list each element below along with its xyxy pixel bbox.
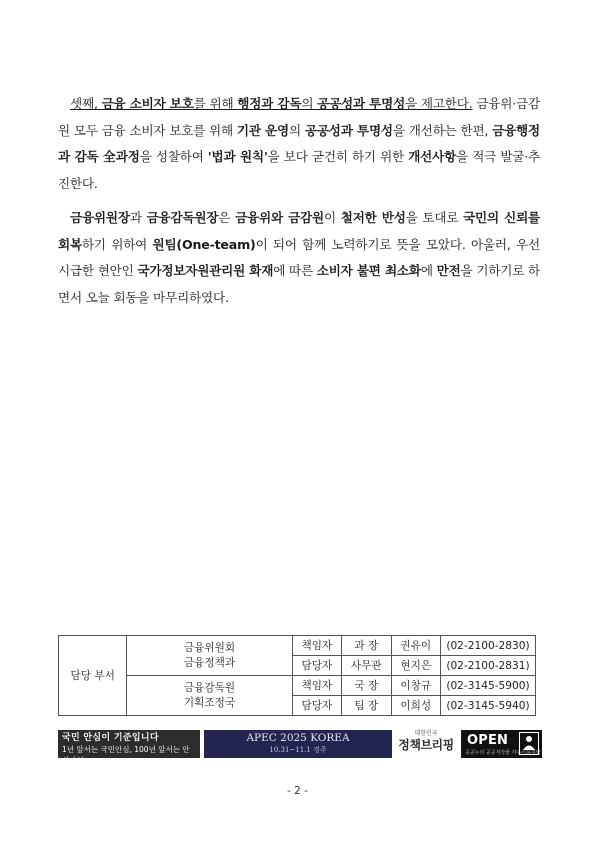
body-text: 이 되어 함께 노력하기로 뜻을 모았다. 아울러, 우선 시급한 현안인 (58, 236, 540, 278)
body-text: 금융위·금감원 모두 금융 소비자 보호를 위해 (58, 96, 540, 138)
name-cell: 권유이 (391, 636, 440, 656)
body-text: 를 위해 (193, 96, 238, 111)
logo-caption: 대한민국 (414, 730, 438, 737)
dept-group-label: 담당 부서 (59, 636, 127, 716)
safety-campaign-banner[interactable] (58, 730, 200, 765)
strong-text: 국민의 신뢰를 회복 (58, 210, 541, 252)
strong-text: 금융 소비자 보호 (101, 96, 194, 111)
name-cell: 이희성 (391, 696, 440, 716)
phone-cell: (02-3145-5940) (440, 696, 535, 716)
strong-text: '법과 원칙' (207, 149, 268, 164)
body-text: 은 (218, 210, 236, 225)
org-cell (127, 676, 292, 716)
body-text: 에 (420, 263, 437, 278)
banner-subtitle: 10.31~11.1 경주 (269, 746, 327, 754)
role-cell: 담당자 (292, 696, 341, 716)
strong-text: 철저한 반성 (340, 210, 406, 225)
org-cell (127, 636, 292, 676)
strong-text: 만전 (436, 263, 461, 278)
title-cell: 과 장 (342, 636, 391, 656)
paragraph-consumer-protection (58, 91, 540, 197)
title-cell: 팀 장 (342, 696, 391, 716)
title-cell: 국 장 (342, 676, 391, 696)
name-cell: 이창규 (391, 676, 440, 696)
contact-table (58, 635, 536, 716)
body-text: 을 개선하는 한편, (392, 122, 493, 138)
strong-text: 금융위와 금감원 (235, 210, 324, 225)
banner-title: APEC 2025 KOREA (246, 732, 350, 744)
lead-sep: , (93, 96, 102, 111)
strong-text: 개선사항 (408, 149, 457, 164)
org-division: 금융정책과 (183, 656, 236, 669)
strong-text: 행정과 감독 (237, 96, 302, 111)
strong-text: 소비자 불편 최소화 (316, 263, 421, 278)
strong-text: 금융감독원장 (146, 210, 219, 225)
role-cell: 책임자 (292, 676, 341, 696)
body-text: 을 보다 굳건히 하기 위한 (267, 149, 409, 164)
lead-text (70, 96, 473, 111)
body-text: 의 (289, 122, 305, 138)
banner-subtitle: 1년 앞서는 국민안심, 100년 앞서는 안심가치 (62, 745, 190, 765)
body-text: 이 (324, 210, 341, 225)
logo-text: 정책브리핑 (398, 738, 454, 752)
page-number: - 2 - (287, 785, 308, 797)
body-text: 의 (301, 96, 318, 111)
table-row (59, 676, 536, 696)
role-cell: 담당자 (292, 656, 341, 676)
footer-banners (58, 730, 542, 765)
apec-banner[interactable] (204, 730, 392, 758)
org-name: 금융위원회 (183, 641, 236, 654)
license-type-icon (519, 732, 539, 755)
policy-briefing-logo[interactable] (394, 730, 458, 758)
strong-text: 공공성과 투명성 (317, 96, 406, 111)
strong-text: 원팀(One-team) (152, 236, 256, 252)
paragraph-one-team (58, 205, 540, 311)
strong-text: 금융위원장 (70, 210, 130, 225)
body-text: 을 제고한다. (405, 96, 473, 111)
open-label: OPEN (467, 733, 509, 748)
role-cell: 책임자 (292, 636, 341, 656)
kogl-open-badge[interactable] (461, 730, 542, 758)
strong-text: 기관 운영 (236, 122, 290, 138)
lead-word: 셋째 (70, 96, 94, 111)
body-text: 을 토대로 (405, 210, 464, 225)
org-name: 금융감독원 (183, 681, 236, 694)
strong-text: 금융행정과 감독 全과정 (58, 122, 540, 164)
body-text: 을 성찰하여 (139, 149, 208, 164)
body-text: 하기 위하여 (81, 236, 153, 252)
name-cell: 현지은 (391, 656, 440, 676)
strong-text: 공공성과 투명성 (304, 122, 393, 138)
phone-cell: (02-2100-2831) (440, 656, 535, 676)
body-text: 을 기하기로 하면서 오늘 회동을 마무리하였다. (58, 263, 540, 305)
title-cell: 사무관 (342, 656, 391, 676)
phone-cell: (02-2100-2830) (440, 636, 535, 656)
body-text: 과 (129, 210, 147, 225)
person-icon (520, 733, 538, 754)
license-caption: 공공누리 공공저작물 자유이용허락 (465, 750, 541, 756)
banner-title: 국민 안심이 기준입니다 (62, 733, 159, 743)
body-text: 을 적극 발굴·추진한다. (58, 149, 541, 191)
org-division: 기획조정국 (183, 696, 236, 709)
table-row (59, 636, 536, 656)
strong-text: 국가정보자원관리원 화재 (137, 263, 274, 278)
phone-cell: (02-3145-5900) (440, 676, 535, 696)
body-text: 에 따른 (273, 263, 317, 278)
